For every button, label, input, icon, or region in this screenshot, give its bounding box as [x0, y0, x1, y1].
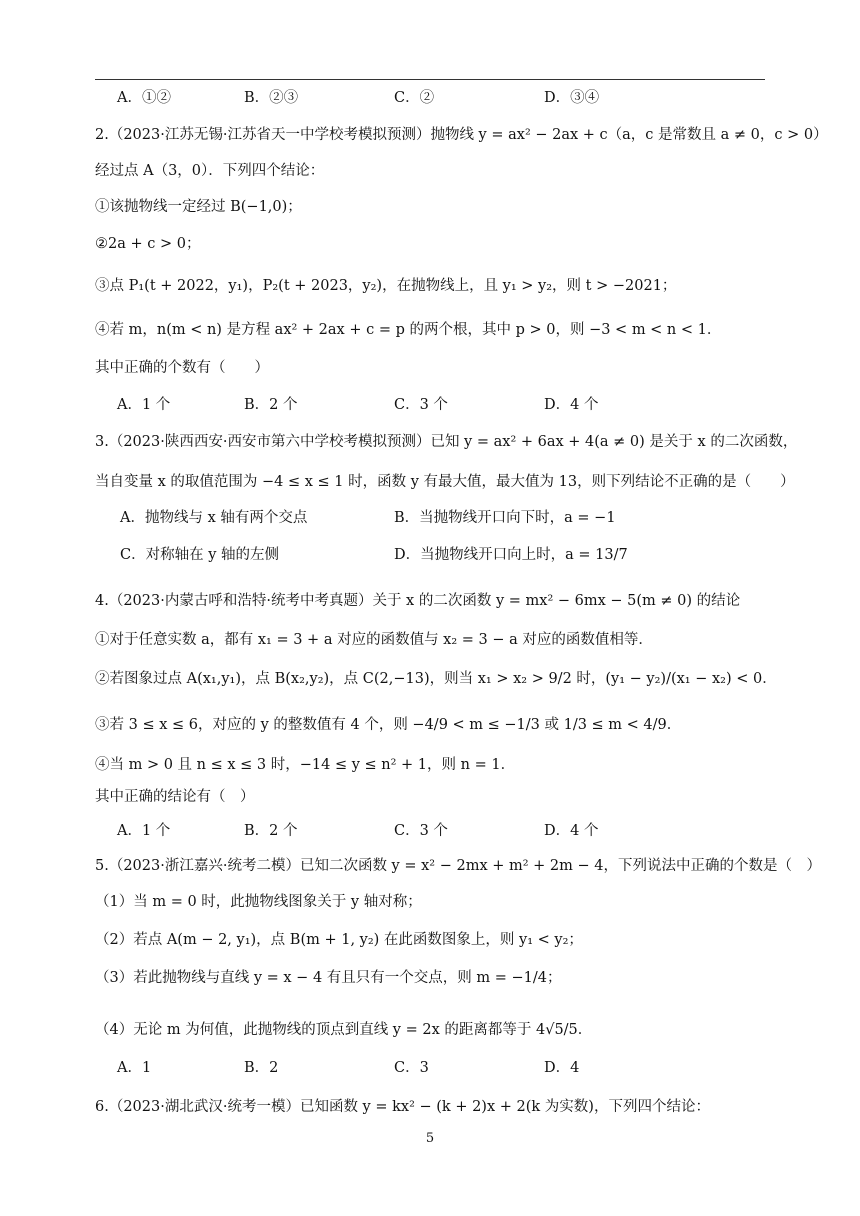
- q4-statement-1: ①对于任意实数 a，都有 x₁ = 3 + a 对应的函数值与 x₂ = 3 − a 对应的函数值相等．: [95, 632, 653, 648]
- prev-option-b: B．②③: [244, 90, 299, 106]
- q2-statement-3: ③点 P₁(t + 2022，y₁)，P₂(t + 2023，y₂)，在抛物线上，且 y₁ > y₂，则 t > −2021；: [95, 278, 677, 294]
- q5-statement-2: （2）若点 A(m − 2, y₁)，点 B(m + 1, y₂) 在此函数图象上，则 y₁ < y₂；: [95, 932, 583, 948]
- q2-stem-line1: 2.（2023·江苏无锡·江苏省天一中学校考模拟预测）抛物线 y = ax² − 2ax + c（a，c 是常数且 a ≠ 0，c > 0）: [95, 127, 828, 143]
- header-rule: [95, 79, 765, 80]
- q3-stem-line1: 3.（2023·陕西西安·西安市第六中学校考模拟预测）已知 y = ax² + 6ax + 4(a ≠ 0) 是关于 x 的二次函数，: [95, 434, 798, 450]
- q3-option-a: A．抛物线与 x 轴有两个交点: [120, 510, 308, 526]
- q4-statement-2: ②若图象过点 A(x₁,y₁)，点 B(x₂,y₂)，点 C(2,−13)，则当 x₁ > x₂ > 9/2 时，(y₁ − y₂)/(x₁ − x₂) < 0．: [95, 671, 777, 687]
- q3-option-b: B．当抛物线开口向下时，a = −1: [394, 510, 616, 526]
- q4-statement-4: ④当 m > 0 且 n ≤ x ≤ 3 时，−14 ≤ y ≤ n² + 1，则 n = 1．: [95, 757, 516, 773]
- q3-option-d: D．当抛物线开口向上时，a = 13/7: [394, 547, 628, 563]
- q4-option-c: C．3 个: [394, 823, 448, 839]
- q5-option-b: B．2: [244, 1060, 279, 1076]
- prev-option-c: C．②: [394, 90, 435, 106]
- q6-stem-line1: 6.（2023·湖北武汉·统考一模）已知函数 y = kx² − (k + 2)x + 2(k 为实数)，下列四个结论：: [95, 1099, 710, 1115]
- prev-option-a: A．①②: [117, 90, 171, 106]
- q4-statement-3: ③若 3 ≤ x ≤ 6，对应的 y 的整数值有 4 个，则 −4/9 < m ≤ −1/3 或 1/3 ≤ m < 4/9．: [95, 717, 682, 733]
- q5-statement-3: （3）若此抛物线与直线 y = x − 4 有且只有一个交点，则 m = −1/4；: [95, 970, 562, 986]
- q5-option-c: C．3: [394, 1060, 429, 1076]
- q5-statement-1: （1）当 m = 0 时，此抛物线图象关于 y 轴对称；: [95, 894, 422, 910]
- q5-statement-4: （4）无论 m 为何值，此抛物线的顶点到直线 y = 2x 的距离都等于 4√5/5．: [95, 1022, 593, 1038]
- q4-option-a: A．1 个: [117, 823, 171, 839]
- q4-option-d: D．4 个: [544, 823, 599, 839]
- prev-option-d: D．③④: [544, 90, 600, 106]
- q3-option-c: C．对称轴在 y 轴的左侧: [120, 547, 280, 563]
- q4-option-b: B．2 个: [244, 823, 298, 839]
- q2-option-a: A．1 个: [117, 397, 171, 413]
- q2-option-b: B．2 个: [244, 397, 298, 413]
- page-number: 5: [425, 1131, 435, 1146]
- q5-option-a: A．1: [117, 1060, 152, 1076]
- q2-stem-line2: 经过点 A（3，0）．下列四个结论：: [95, 163, 325, 179]
- q2-option-d: D．4 个: [544, 397, 599, 413]
- q4-stem-line1: 4.（2023·内蒙古呼和浩特·统考中考真题）关于 x 的二次函数 y = mx² − 6mx − 5(m ≠ 0) 的结论: [95, 593, 741, 609]
- q2-question: 其中正确的个数有（ ）: [95, 360, 269, 376]
- q5-option-d: D．4: [544, 1060, 580, 1076]
- q4-question: 其中正确的结论有（ ）: [95, 789, 255, 805]
- q2-statement-2: ②2a + c > 0；: [95, 236, 201, 252]
- q2-statement-4: ④若 m，n(m < n) 是方程 ax² + 2ax + c = p 的两个根，其中 p > 0，则 −3 < m < n < 1．: [95, 322, 722, 338]
- q2-statement-1: ①该抛物线一定经过 B(−1,0)；: [95, 199, 302, 215]
- q5-stem-line1: 5.（2023·浙江嘉兴·统考二模）已知二次函数 y = x² − 2mx + m² + 2m − 4，下列说法中正确的个数是（ ）: [95, 858, 821, 874]
- q2-option-c: C．3 个: [394, 397, 448, 413]
- q3-stem-line2: 当自变量 x 的取值范围为 −4 ≤ x ≤ 1 时，函数 y 有最大值，最大值为 13，则下列结论不正确的是（ ）: [95, 474, 795, 490]
